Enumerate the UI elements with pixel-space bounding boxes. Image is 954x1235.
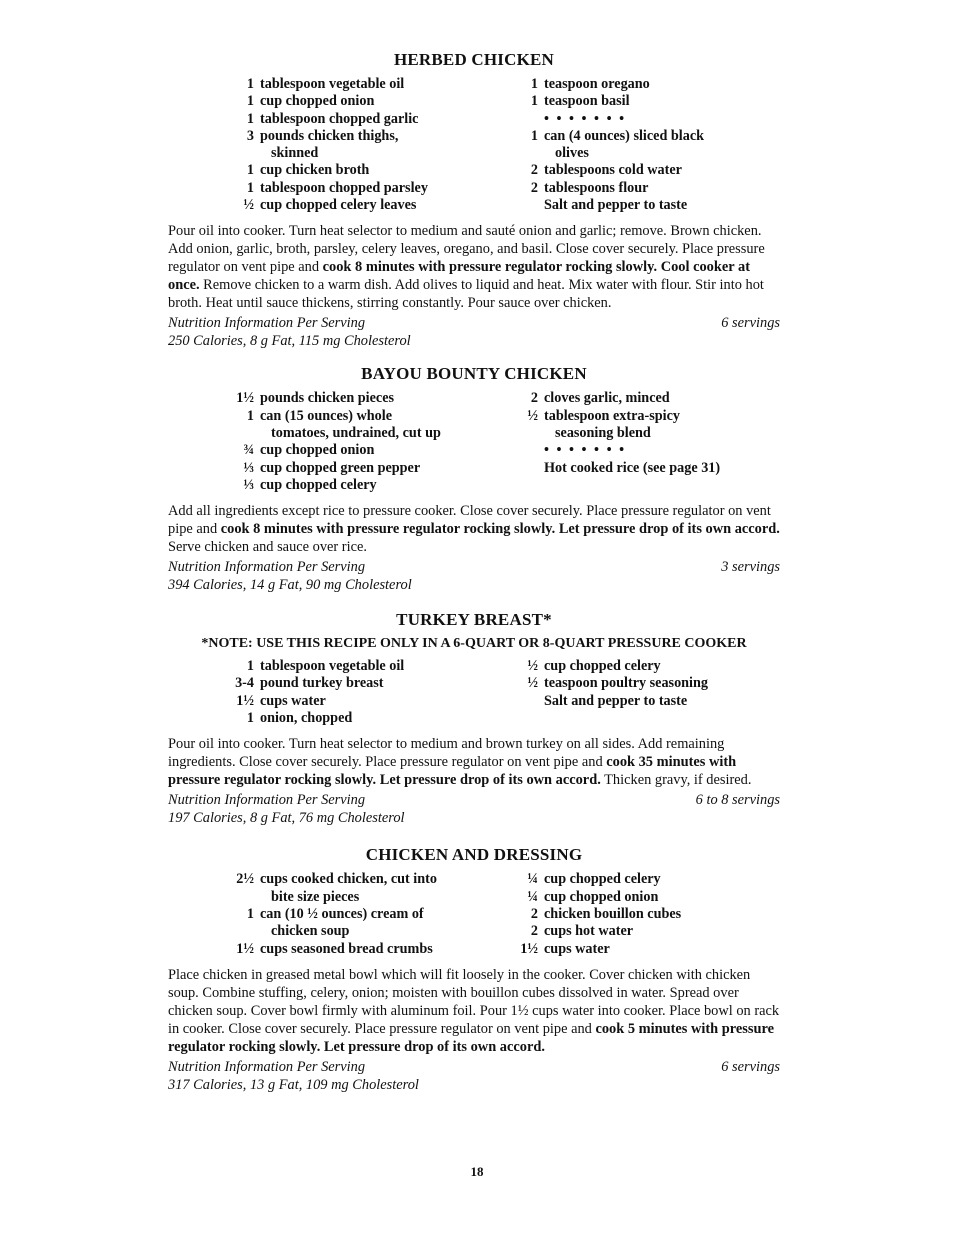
ingredient-line: can (4 ounces) sliced black (544, 127, 705, 144)
ingredient-column-right (474, 76, 780, 214)
ingredient-list (168, 871, 780, 957)
ingredient-quantity: 1½ (520, 940, 538, 957)
ingredient-quantity: 1 (530, 76, 538, 92)
ingredient-line: cup chopped celery (544, 871, 661, 888)
ingredient-description (544, 889, 780, 906)
ingredient-item (474, 906, 780, 923)
ingredient-line: • • • • • • • (544, 110, 627, 127)
recipe-bayou-bounty-chicken (168, 364, 780, 594)
nutrition-header-row (168, 791, 780, 809)
ingredient-quantity: ⅓ (243, 459, 254, 476)
ingredient-item (168, 162, 474, 179)
ingredient-line: pounds chicken pieces (260, 390, 395, 407)
ingredient-line: cup chicken broth (260, 162, 370, 179)
ingredient-line: pounds chicken thighs, (260, 127, 399, 144)
recipe-title: CHICKEN AND DRESSING (365, 845, 583, 865)
ingredient-line: tablespoons cold water (544, 162, 682, 179)
ingredient-description (544, 941, 780, 958)
ingredient-item (168, 76, 474, 93)
ingredient-item (168, 693, 474, 710)
ingredient-item (474, 871, 780, 888)
ingredient-item (474, 658, 780, 675)
directions-emphasis: cook 5 minutes with pressure regulator rocking slowly. Let pressure drop of its own accord. (168, 1020, 775, 1055)
ingredient-quantity: ½ (527, 675, 538, 692)
ingredient-item (474, 162, 780, 179)
ingredient-description (544, 162, 780, 179)
ingredient-item (168, 710, 474, 727)
ingredient-line: tablespoon vegetable oil (260, 658, 405, 675)
page-number: 18 (470, 1164, 484, 1179)
servings-count: 6 servings (721, 315, 780, 332)
ingredient-line: teaspoon poultry seasoning (544, 675, 708, 692)
recipe-title: HERBED CHICKEN (393, 50, 555, 69)
ingredient-quantity: 1½ (236, 940, 254, 957)
recipe-directions (168, 502, 780, 556)
directions-emphasis: cook 8 minutes with pressure regulator rocking slowly. Let pressure drop of its own accord. (220, 521, 780, 538)
ingredient-list (168, 390, 780, 494)
ingredient-item (168, 658, 474, 675)
ingredient-column-left (168, 658, 474, 727)
ingredient-quantity: ½ (527, 407, 538, 424)
ingredient-line: cup chopped onion (260, 93, 375, 110)
nutrition-label: Nutrition Information Per Serving (168, 792, 366, 809)
ingredient-description (544, 442, 780, 459)
nutrition-label: Nutrition Information Per Serving (168, 559, 366, 576)
ingredient-line: tablespoon vegetable oil (260, 76, 405, 92)
ingredient-quantity (474, 460, 544, 477)
ingredient-item (474, 693, 780, 710)
directions-text: Serve chicken and sauce over rice. (168, 539, 367, 556)
ingredient-item (168, 675, 474, 692)
nutrition-header-row (168, 314, 780, 332)
nutrition-header-row (168, 1058, 780, 1076)
ingredient-item (168, 197, 474, 214)
ingredient-quantity: ¼ (527, 888, 538, 905)
ingredient-line-continued: seasoning blend (555, 424, 651, 441)
ingredient-quantity: 2 (530, 905, 538, 922)
ingredient-quantity: 2 (530, 179, 538, 196)
nutrition-info (168, 791, 780, 827)
ingredient-quantity: ½ (243, 197, 254, 214)
ingredient-line: can (15 ounces) whole (260, 407, 393, 424)
ingredient-description (260, 658, 474, 675)
recipe-directions (168, 966, 780, 1056)
ingredient-line: cup chopped green pepper (260, 459, 421, 476)
ingredient-description (260, 76, 474, 93)
ingredient-description (544, 390, 780, 407)
ingredient-line: tablespoons flour (544, 179, 649, 196)
ingredient-line: onion, chopped (260, 710, 353, 727)
ingredient-quantity: 2 (530, 923, 538, 940)
ingredient-description (260, 408, 474, 443)
recipe-list (168, 50, 780, 1094)
ingredient-list (168, 658, 780, 727)
ingredient-item (168, 941, 474, 958)
ingredient-line-continued: bite size pieces (271, 888, 360, 905)
ingredient-item (474, 675, 780, 692)
ingredient-line: Salt and pepper to taste (544, 692, 688, 709)
ingredient-line: cups water (544, 940, 610, 957)
ingredient-quantity: ¾ (243, 442, 254, 459)
ingredient-quantity: 1 (246, 76, 254, 92)
ingredient-line: cloves garlic, minced (544, 390, 670, 407)
recipe-directions (168, 735, 780, 789)
ingredient-quantity: 1 (246, 110, 254, 127)
ingredient-description (544, 871, 780, 888)
ingredient-description (544, 180, 780, 197)
ingredient-quantity: 3-4 (235, 675, 254, 692)
ingredient-quantity: 2½ (236, 871, 254, 888)
ingredient-description (260, 111, 474, 128)
ingredient-item (474, 111, 780, 128)
recipe-page (168, 50, 780, 1108)
recipe-herbed-chicken (168, 50, 780, 350)
ingredient-column-left (168, 390, 474, 494)
ingredient-description (544, 693, 780, 710)
recipe-chicken-and-dressing (168, 845, 780, 1093)
ingredient-item (168, 442, 474, 459)
ingredient-description (544, 923, 780, 940)
ingredient-line: pound turkey breast (260, 675, 384, 692)
ingredient-line: teaspoon basil (544, 93, 630, 110)
ingredient-description (260, 162, 474, 179)
ingredient-line: cup chopped celery (544, 658, 661, 675)
ingredient-quantity: ⅓ (243, 476, 254, 493)
directions-text: Place chicken in greased metal bowl which will fit loosely in the cooker. Cover chicken with chicken soup. Combine stuffing, celery, onion; moisten with bouillon cubes dissolved in water. Spread over chicken soup. Cover bowl firmly with aluminum foil. Pour 1½ cups water into cooker. Place bowl on rack in cooker. Close cover securely. Place pressure regulator on vent pipe and (168, 966, 780, 1037)
ingredient-item (168, 906, 474, 941)
ingredient-item (474, 76, 780, 93)
ingredient-line-continued: tomatoes, undrained, cut up (271, 424, 441, 441)
recipe-title: TURKEY BREAST* (396, 610, 552, 630)
ingredient-line: cups seasoned bread crumbs (260, 940, 433, 957)
ingredient-description (260, 871, 474, 906)
ingredient-item (168, 871, 474, 906)
ingredient-description (260, 710, 474, 727)
directions-text: Remove chicken to a warm dish. Add olives to liquid and heat. Mix water with flour. Stir into hot broth. Heat until sauce thickens, stirring constantly. Pour sauce over chicken. (168, 277, 764, 312)
ingredient-description (544, 408, 780, 443)
ingredient-quantity (474, 442, 544, 459)
ingredient-quantity: 1½ (236, 390, 254, 407)
ingredient-item (168, 390, 474, 407)
ingredient-item (474, 889, 780, 906)
ingredient-line: cups cooked chicken, cut into (260, 871, 437, 888)
ingredient-description (544, 658, 780, 675)
ingredient-quantity: 1 (246, 658, 254, 675)
ingredient-quantity: 1½ (236, 692, 254, 709)
ingredient-description (260, 906, 474, 941)
ingredient-description (544, 128, 780, 163)
ingredient-line: tablespoon extra-spicy (544, 407, 680, 424)
ingredient-item (474, 408, 780, 443)
ingredient-quantity: 3 (246, 127, 254, 144)
ingredient-item (168, 93, 474, 110)
ingredient-quantity: 1 (246, 162, 254, 179)
ingredient-quantity: 1 (530, 127, 538, 144)
ingredient-line: tablespoon chopped garlic (260, 110, 419, 127)
ingredient-quantity (474, 111, 544, 128)
ingredient-line-continued: chicken soup (271, 923, 350, 940)
ingredient-quantity: 1 (246, 179, 254, 196)
servings-count: 6 to 8 servings (695, 792, 780, 809)
ingredient-item (474, 460, 780, 477)
ingredient-description (544, 76, 780, 93)
directions-text: Pour oil into cooker. Turn heat selector to medium and brown turkey on all sides. Add remaining ingredients. Close cover securely. Place pressure regulator on vent pipe and (168, 736, 725, 771)
nutrition-label: Nutrition Information Per Serving (168, 315, 366, 332)
ingredient-line: Salt and pepper to taste (544, 197, 688, 214)
ingredient-item (474, 941, 780, 958)
ingredient-item (474, 93, 780, 110)
ingredient-line: chicken bouillon cubes (544, 905, 682, 922)
ingredient-quantity: 1 (246, 710, 254, 727)
ingredient-list (168, 76, 780, 214)
ingredient-description (260, 460, 474, 477)
ingredient-item (168, 477, 474, 494)
recipe-title: BAYOU BOUNTY CHICKEN (361, 364, 587, 384)
ingredient-item (168, 460, 474, 477)
nutrition-header-row (168, 558, 780, 576)
ingredient-column-right (474, 390, 780, 494)
ingredient-quantity: 1 (246, 905, 254, 922)
ingredient-line: cup chopped celery (260, 476, 377, 493)
ingredient-line: cups hot water (544, 923, 634, 940)
ingredient-item (474, 180, 780, 197)
ingredient-description (544, 197, 780, 214)
recipe-directions (168, 222, 780, 312)
ingredient-description (544, 460, 780, 477)
ingredient-line: Hot cooked rice (see page 31) (544, 459, 721, 476)
ingredient-description (260, 128, 474, 163)
ingredient-line: cup chopped celery leaves (260, 197, 417, 214)
nutrition-values: 250 Calories, 8 g Fat, 115 mg Cholesterol (168, 333, 411, 350)
ingredient-quantity: 2 (530, 162, 538, 179)
ingredient-item (168, 128, 474, 163)
ingredient-description (260, 180, 474, 197)
ingredient-quantity: ¼ (527, 871, 538, 888)
ingredient-description (260, 477, 474, 494)
nutrition-label: Nutrition Information Per Serving (168, 1058, 366, 1075)
ingredient-column-right (474, 871, 780, 957)
ingredient-description (260, 693, 474, 710)
servings-count: 6 servings (721, 1058, 780, 1075)
ingredient-line-continued: skinned (271, 145, 319, 162)
ingredient-quantity: 1 (246, 93, 254, 110)
ingredient-description (260, 941, 474, 958)
ingredient-item (168, 408, 474, 443)
directions-text: Pour oil into cooker. Turn heat selector to medium and sauté onion and garlic; remove. Brown chicken. Add onion, garlic, broth, parsley, celery leaves, oregano, and basil. Close cover securely. Place pressure regulator on vent pipe and (168, 223, 765, 276)
ingredient-quantity (474, 197, 544, 214)
ingredient-description (544, 111, 780, 128)
ingredient-quantity: ½ (527, 658, 538, 675)
directions-emphasis: cook 35 minutes with pressure regulator rocking slowly. Let pressure drop of its own accord. (168, 754, 737, 789)
servings-count: 3 servings (721, 559, 780, 576)
recipe-note: *NOTE: USE THIS RECIPE ONLY IN A 6-QUART OR 8-QUART PRESSURE COOKER (201, 636, 747, 652)
ingredient-description (544, 675, 780, 692)
recipe-turkey-breast (168, 610, 780, 827)
ingredient-column-left (168, 76, 474, 214)
ingredient-column-right (474, 658, 780, 727)
directions-emphasis: cook 8 minutes with pressure regulator rocking slowly. Cool cooker at once. (168, 259, 750, 294)
directions-text: Add all ingredients except rice to pressure cooker. Close cover securely. Place pressure regulator on vent pipe and (168, 503, 771, 538)
ingredient-description (260, 675, 474, 692)
ingredient-quantity: 1 (246, 407, 254, 424)
ingredient-line: cups water (260, 692, 326, 709)
ingredient-item (474, 128, 780, 163)
ingredient-description (260, 93, 474, 110)
ingredient-line: cup chopped onion (260, 442, 375, 459)
nutrition-values: 317 Calories, 13 g Fat, 109 mg Cholesterol (168, 1076, 419, 1093)
ingredient-column-left (168, 871, 474, 957)
ingredient-description (544, 906, 780, 923)
ingredient-line: teaspoon oregano (544, 76, 650, 92)
directions-text: Thicken gravy, if desired. (600, 772, 752, 789)
ingredient-item (168, 180, 474, 197)
ingredient-item (168, 111, 474, 128)
ingredient-line: cup chopped onion (544, 888, 659, 905)
ingredient-item (474, 923, 780, 940)
ingredient-description (260, 442, 474, 459)
ingredient-line-continued: olives (555, 145, 589, 162)
ingredient-description (260, 390, 474, 407)
ingredient-quantity: 1 (530, 93, 538, 110)
ingredient-quantity (474, 693, 544, 710)
ingredient-quantity: 2 (530, 390, 538, 407)
ingredient-description (260, 197, 474, 214)
nutrition-info (168, 558, 780, 594)
nutrition-info (168, 1058, 780, 1094)
nutrition-values: 197 Calories, 8 g Fat, 76 mg Cholesterol (168, 810, 405, 827)
ingredient-item (474, 390, 780, 407)
nutrition-info (168, 314, 780, 350)
ingredient-description (544, 93, 780, 110)
ingredient-item (474, 442, 780, 459)
nutrition-values: 394 Calories, 14 g Fat, 90 mg Cholesterol (168, 577, 412, 594)
ingredient-line: tablespoon chopped parsley (260, 179, 428, 196)
ingredient-line: can (10 ½ ounces) cream of (260, 905, 424, 922)
ingredient-line: • • • • • • • (544, 442, 627, 459)
ingredient-item (474, 197, 780, 214)
